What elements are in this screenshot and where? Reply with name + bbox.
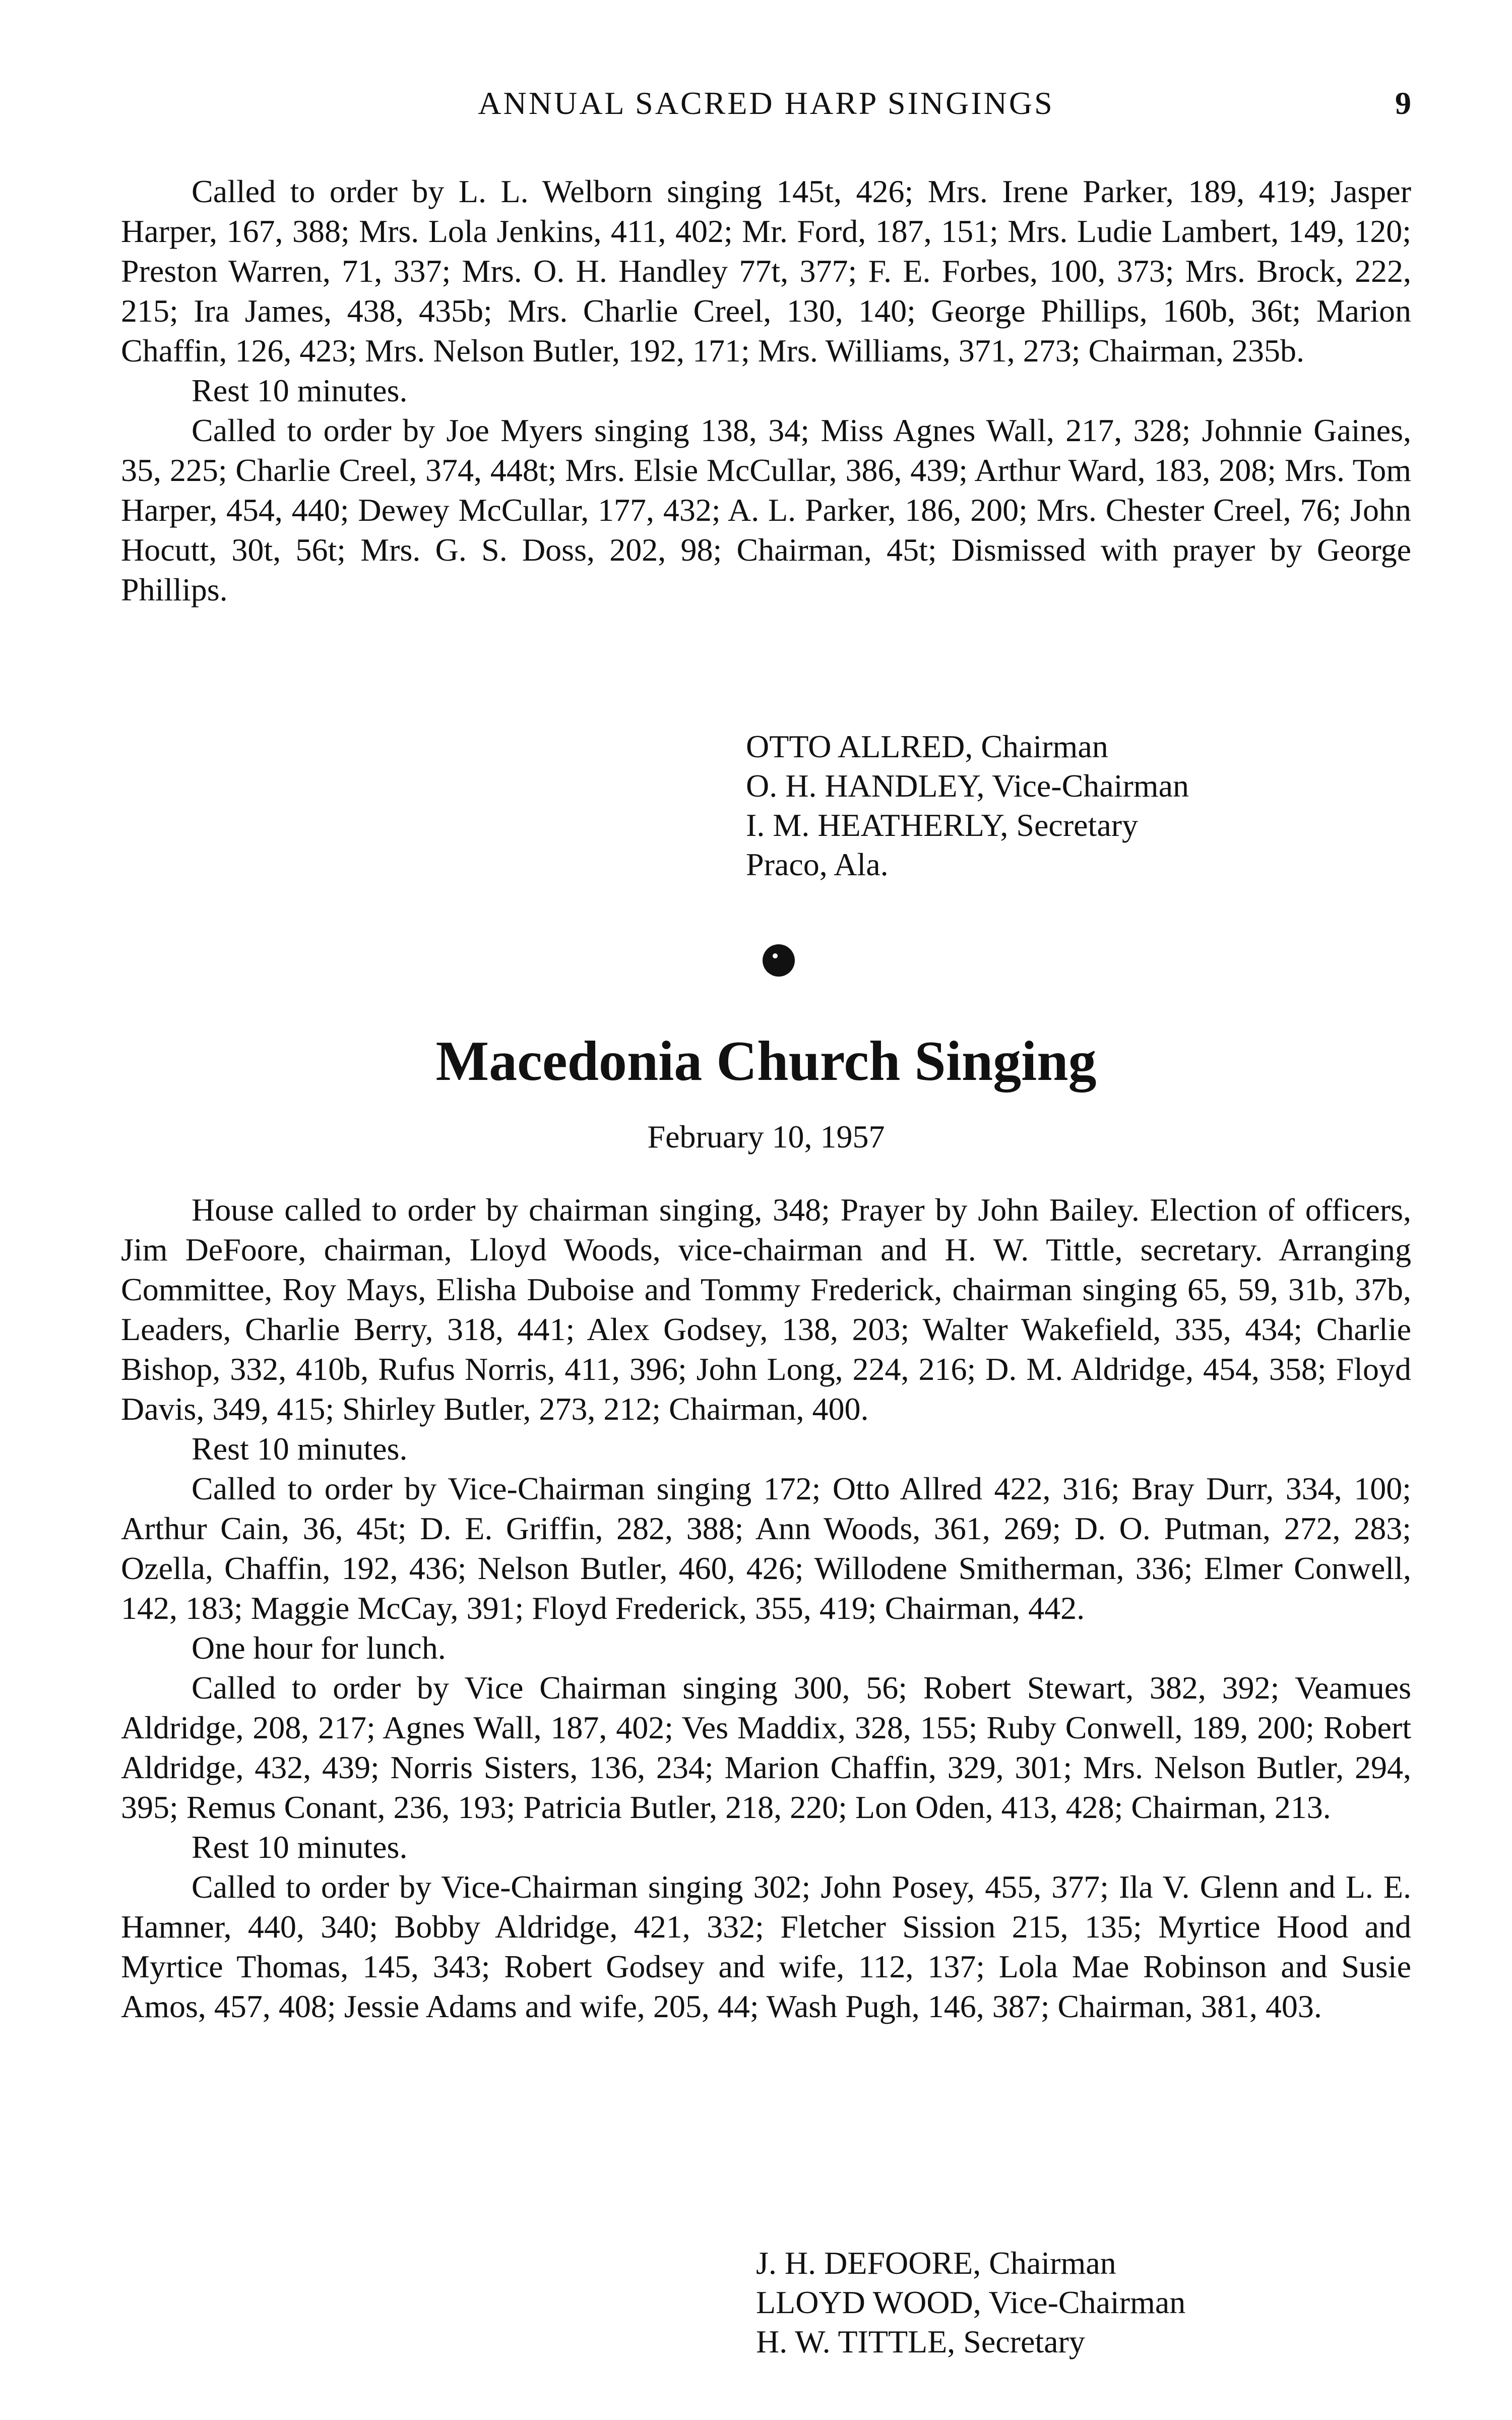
- session-paragraph: Called to order by Vice-Chairman singing 172; Otto Allred 422, 316; Bray Durr, 334, 100; Arthur Cain, 36, 45t; D. E. Griffin, 282, 388; Ann Woods, 361, 269; D. O. Putman, 272, 283; Ozella, Chaffin, 192, 436; Nelson Butler, 460, 426; Willodene Smitherman, 336; Elmer Conwell, 142, 183; Maggie McCay, 391; Floyd Frederick, 355, 419; Chairman, 442.: [121, 1471, 1411, 1626]
- rest-note: Rest 10 minutes.: [192, 1431, 408, 1467]
- chairman-line: OTTO ALLRED, Chairman: [746, 729, 1108, 764]
- secretary-line: I. M. HEATHERLY, Secretary: [746, 807, 1139, 843]
- rest-note: Rest 10 minutes.: [192, 1829, 408, 1865]
- session-paragraph: Called to order by L. L. Welborn singing 145t, 426; Mrs. Irene Parker, 189, 419; Jasper Harper, 167, 388; Mrs. Lola Jenkins, 411, 402; Mr. Ford, 187, 151; Mrs. Ludie Lambert, 149, 120; Preston Warren, 71, 337; Mrs. O. H. Handley 77t, 377; F. E. Forbes, 100, 373; Mrs. Brock, 222, 215; Ira James, 438, 435b; Mrs. Charlie Creel, 130, 140; George Phillips, 160b, 36t; Marion Chaffin, 126, 423; Mrs. Nelson Butler, 192, 171; Mrs. Williams, 371, 273; Chairman, 235b.: [121, 173, 1411, 369]
- running-title: ANNUAL SACRED HARP SINGINGS: [478, 85, 1054, 121]
- lunch-note: One hour for lunch.: [192, 1630, 446, 1666]
- section-title: Macedonia Church Singing: [435, 1030, 1097, 1093]
- secretary-line: H. W. TITTLE, Secretary: [756, 2324, 1085, 2360]
- section-date: February 10, 1957: [647, 1119, 885, 1155]
- session-minutes-part-2: [121, 1190, 1411, 2026]
- page-number: 9: [1395, 85, 1411, 121]
- rest-note: Rest 10 minutes.: [192, 373, 408, 408]
- officers-signature-1: [746, 727, 1189, 884]
- chairman-line: J. H. DEFOORE, Chairman: [756, 2245, 1116, 2281]
- running-head: [121, 81, 1411, 126]
- vice-chairman-line: O. H. HANDLEY, Vice-Chairman: [746, 768, 1189, 804]
- location-line: Praco, Ala.: [746, 846, 889, 882]
- session-paragraph: House called to order by chairman singing, 348; Prayer by John Bailey. Election of officers, Jim DeFoore, chairman, Lloyd Woods, vice-chairman and H. W. Tittle, secretary. Arranging Committee, Roy Mays, Elisha Duboise and Tommy Frederick, chairman singing 65, 59, 31b, 37b, Leaders, Charlie Berry, 318, 441; Alex Godsey, 138, 203; Walter Wakefield, 335, 434; Charlie Bishop, 332, 410b, Rufus Norris, 411, 396; John Long, 224, 216; D. M. Aldridge, 454, 358; Floyd Davis, 349, 415; Shirley Butler, 273, 212; Chairman, 400.: [121, 1192, 1411, 1427]
- session-paragraph: Called to order by Joe Myers singing 138, 34; Miss Agnes Wall, 217, 328; Johnnie Gaines, 35, 225; Charlie Creel, 374, 448t; Mrs. Elsie McCullar, 386, 439; Arthur Ward, 183, 208; Mrs. Tom Harper, 454, 440; Dewey McCullar, 177, 432; A. L. Parker, 186, 200; Mrs. Chester Creel, 76; John Hocutt, 30t, 56t; Mrs. G. S. Doss, 202, 98; Chairman, 45t; Dismissed with prayer by George Phillips.: [121, 412, 1411, 608]
- bullet-ornament-icon: [761, 943, 796, 978]
- vice-chairman-line: LLOYD WOOD, Vice-Chairman: [756, 2284, 1186, 2320]
- session-paragraph: Called to order by Vice-Chairman singing 302; John Posey, 455, 377; Ila V. Glenn and L. E. Hamner, 440, 340; Bobby Aldridge, 421, 332; Fletcher Sission 215, 135; Myrtice Hood and Myrtice Thomas, 145, 343; Robert Godsey and wife, 112, 137; Lola Mae Robinson and Susie Amos, 457, 408; Jessie Adams and wife, 205, 44; Wash Pugh, 146, 387; Chairman, 381, 403.: [121, 1869, 1411, 2024]
- officers-signature-2: [756, 2244, 1185, 2362]
- session-minutes-part-1: [121, 171, 1411, 610]
- session-paragraph: Called to order by Vice Chairman singing 300, 56; Robert Stewart, 382, 392; Veamues Aldridge, 208, 217; Agnes Wall, 187, 402; Ves Maddix, 328, 155; Ruby Conwell, 189, 200; Robert Aldridge, 432, 439; Norris Sisters, 136, 234; Marion Chaffin, 329, 301; Mrs. Nelson Butler, 294, 395; Remus Conant, 236, 193; Patricia Butler, 218, 220; Lon Oden, 413, 428; Chairman, 213.: [121, 1670, 1411, 1825]
